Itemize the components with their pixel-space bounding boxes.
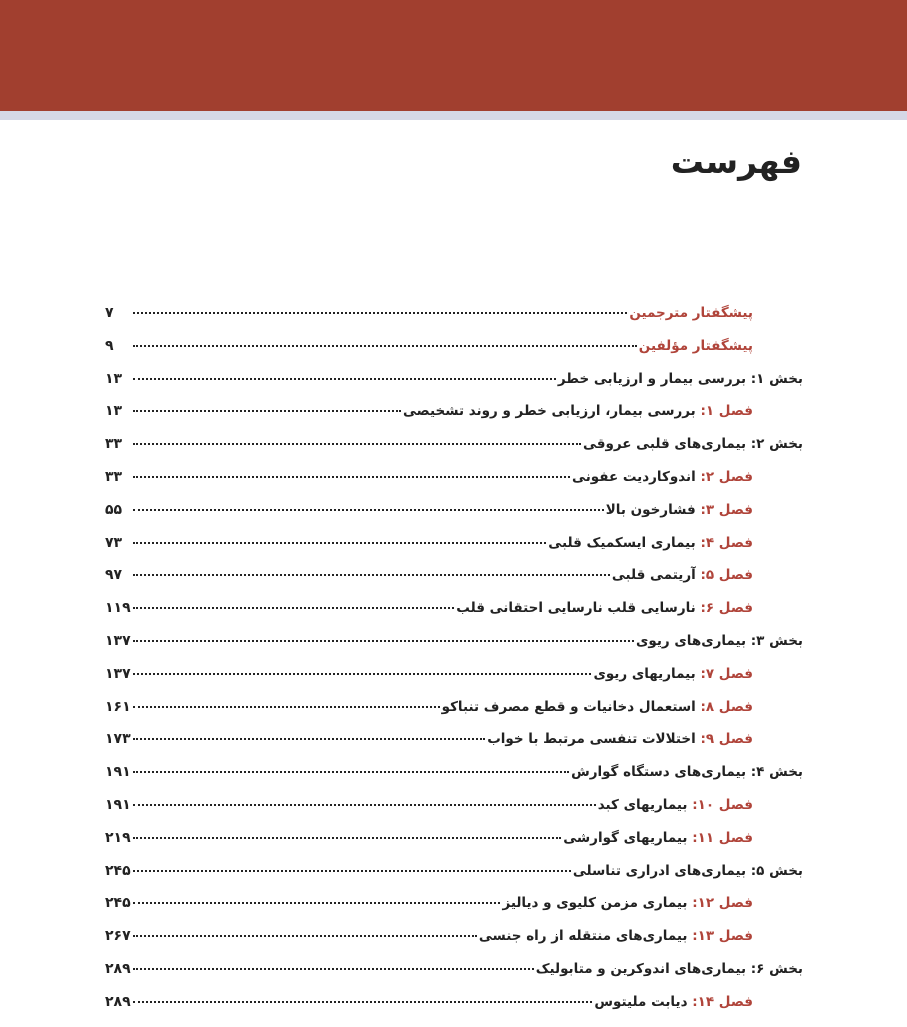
- toc-entry-text: بخش ۶: بیماری‌های اندوکرین و متابولیک: [535, 960, 803, 977]
- dot-leader: [133, 673, 591, 675]
- toc-entry[interactable]: [105, 830, 803, 863]
- toc-entry-text: بخش ۲: بیماری‌های قلبی عروقی: [582, 436, 803, 453]
- toc-page-number: ۲۴۵: [105, 862, 131, 879]
- dot-leader: [133, 542, 546, 544]
- toc-entry-title: [563, 830, 753, 846]
- toc-chapter-label: فصل ۷:: [700, 665, 753, 682]
- toc-entry[interactable]: [105, 436, 803, 469]
- dot-leader: [133, 968, 534, 970]
- toc-page-number: ۲۸۹: [105, 960, 131, 977]
- toc-page-number: ۷: [105, 305, 114, 321]
- dot-leader: [133, 476, 570, 478]
- dot-leader: [133, 312, 627, 314]
- toc-page-number: ۳۳: [105, 468, 123, 485]
- dot-leader: [133, 410, 401, 412]
- toc-page-number: ۱۳۷: [105, 665, 131, 682]
- dot-leader: [133, 607, 454, 609]
- toc-entry[interactable]: [105, 764, 803, 797]
- toc-entry-title: [548, 535, 753, 551]
- toc-chapter-label: فصل ۱۲:: [692, 895, 753, 912]
- dot-leader: [133, 345, 637, 347]
- toc-entry[interactable]: [105, 699, 803, 732]
- toc-entry[interactable]: [105, 600, 803, 633]
- toc-entry-text: پیشگفتار مترجمین: [629, 305, 753, 321]
- toc-chapter-label: فصل ۱۱:: [692, 829, 753, 846]
- toc-page-number: ۱۹۱: [105, 764, 131, 781]
- dot-leader: [133, 509, 604, 511]
- toc-chapter-label: فصل ۳:: [700, 501, 753, 518]
- toc-entry-title: [593, 666, 753, 682]
- toc-page-number: ۱۳۷: [105, 632, 131, 649]
- toc-page-number: ۹: [105, 337, 114, 354]
- toc-entry[interactable]: [105, 961, 803, 994]
- toc-entry-text: اختلالات تنفسی مرتبط با خواب: [487, 731, 701, 748]
- toc-entry[interactable]: [105, 403, 803, 436]
- toc-entry-text: بخش ۱: بررسی بیمار و ارزیابی خطر: [557, 370, 803, 387]
- toc-page-number: ۵۵: [105, 501, 123, 518]
- toc-entry-text: اندوکاردیت عفونی: [572, 468, 701, 485]
- toc-entry[interactable]: [105, 469, 803, 502]
- dot-leader: [133, 640, 634, 642]
- toc-chapter-label: فصل ۱۳:: [692, 928, 753, 945]
- dot-leader: [133, 706, 440, 708]
- dot-leader: [133, 771, 569, 773]
- dot-leader: [133, 738, 485, 740]
- toc-entry-title: [636, 633, 803, 649]
- toc-chapter-label: فصل ۱:: [700, 403, 753, 420]
- toc-entry-text: بیماریهای گوارشی: [563, 829, 693, 846]
- toc-page-number: ۱۱۹: [105, 600, 131, 617]
- toc-entry-text: استعمال دخانیات و قطع مصرف تنباکو: [441, 698, 701, 715]
- dot-leader: [133, 378, 556, 380]
- page-title: فهرست: [670, 142, 802, 181]
- toc-entry-text: دیابت ملیتوس: [594, 993, 693, 1010]
- toc-entry-title: [598, 797, 753, 813]
- toc-chapter-label: فصل ۱۰:: [692, 796, 753, 813]
- toc-entry[interactable]: [105, 797, 803, 830]
- toc-entry-title: [536, 961, 803, 977]
- toc-entry[interactable]: [105, 567, 803, 600]
- toc-entry-text: آریتمی قلبی: [611, 567, 701, 584]
- toc-page-number: ۲۶۷: [105, 928, 131, 945]
- header-band: [0, 0, 907, 111]
- toc-entry[interactable]: [105, 863, 803, 896]
- dot-leader: [133, 935, 477, 937]
- toc-entry-title: [583, 436, 803, 452]
- toc-entry-title: [639, 338, 753, 354]
- dot-leader: [133, 870, 571, 872]
- toc-entry-title: [606, 502, 753, 518]
- toc-entry-title: [479, 928, 753, 944]
- toc-entry-text: پیشگفتار مؤلفین: [638, 337, 753, 354]
- toc-chapter-label: فصل ۹:: [700, 731, 753, 748]
- dot-leader: [133, 804, 596, 806]
- toc-chapter-label: فصل ۶:: [700, 600, 753, 617]
- toc-entry-title: [594, 994, 753, 1010]
- toc-page-number: ۷۳: [105, 534, 123, 551]
- toc-entry-text: نارسایی قلب نارسایی احتقانی قلب: [456, 600, 701, 617]
- toc-entry-title: [403, 403, 753, 419]
- toc-chapter-label: فصل ۱۴:: [692, 993, 753, 1010]
- toc-entry-text: بیماری ایسکمیک قلبی: [548, 534, 701, 551]
- dot-leader: [133, 574, 610, 576]
- toc-page-number: ۱۹۱: [105, 796, 131, 813]
- toc-entry-title: [487, 731, 753, 747]
- toc-chapter-label: فصل ۸:: [700, 698, 753, 715]
- toc-entry-title: [456, 600, 753, 616]
- dot-leader: [133, 1001, 592, 1003]
- toc-entry[interactable]: [105, 994, 803, 1027]
- toc-entry-title: [629, 305, 753, 321]
- toc-entry[interactable]: [105, 666, 803, 699]
- toc-entry-title: [612, 567, 753, 583]
- header-stripe: [0, 111, 907, 120]
- dot-leader: [133, 443, 581, 445]
- toc-chapter-label: فصل ۲:: [700, 468, 753, 485]
- toc-page-number: ۹۷: [105, 567, 123, 584]
- toc-entry-text: بخش ۵: بیماری‌های ادراری تناسلی: [572, 862, 803, 879]
- toc-entry-text: بخش ۳: بیماری‌های ریوی: [636, 632, 803, 649]
- toc-entry-text: بیماری‌های منتقله از راه جنسی: [478, 928, 693, 945]
- toc-entry-text: بیماریهای کبد: [597, 796, 693, 813]
- toc-page-number: ۲۴۵: [105, 895, 131, 912]
- toc-entry[interactable]: [105, 371, 803, 404]
- toc-entry[interactable]: [105, 633, 803, 666]
- toc-entry-text: بیماریهای ریوی: [593, 665, 701, 682]
- table-of-contents: [105, 305, 803, 1027]
- toc-entry-text: فشارخون بالا: [605, 501, 701, 518]
- toc-entry[interactable]: [105, 338, 803, 371]
- toc-entry-title: [573, 863, 803, 879]
- toc-entry-text: بخش ۴: بیماری‌های دستگاه گوارش: [571, 764, 803, 781]
- toc-entry-title: [502, 895, 753, 911]
- toc-entry-title: [442, 699, 753, 715]
- toc-entry-title: [558, 371, 803, 387]
- toc-entry[interactable]: [105, 731, 803, 764]
- toc-page-number: ۱۳: [105, 403, 123, 420]
- toc-page-number: ۲۸۹: [105, 993, 131, 1010]
- toc-entry[interactable]: [105, 502, 803, 535]
- toc-entry-text: بیماری مزمن کلیوی و دیالیز: [502, 895, 693, 912]
- toc-entry-title: [572, 469, 753, 485]
- toc-entry[interactable]: [105, 895, 803, 928]
- toc-page-number: ۱۳: [105, 370, 123, 387]
- toc-entry[interactable]: [105, 535, 803, 568]
- toc-entry-text: بررسی بیمار، ارزیابی خطر و روند تشخیصی: [403, 403, 701, 420]
- toc-page-number: ۱۶۱: [105, 698, 131, 715]
- dot-leader: [133, 837, 561, 839]
- toc-chapter-label: فصل ۴:: [700, 534, 753, 551]
- dot-leader: [133, 902, 500, 904]
- toc-entry[interactable]: [105, 305, 803, 338]
- toc-page-number: ۱۷۳: [105, 731, 131, 748]
- toc-entry[interactable]: [105, 928, 803, 961]
- toc-page-number: ۳۳: [105, 436, 123, 453]
- toc-page-number: ۲۱۹: [105, 829, 131, 846]
- toc-chapter-label: فصل ۵:: [700, 567, 753, 584]
- toc-entry-title: [571, 764, 803, 780]
